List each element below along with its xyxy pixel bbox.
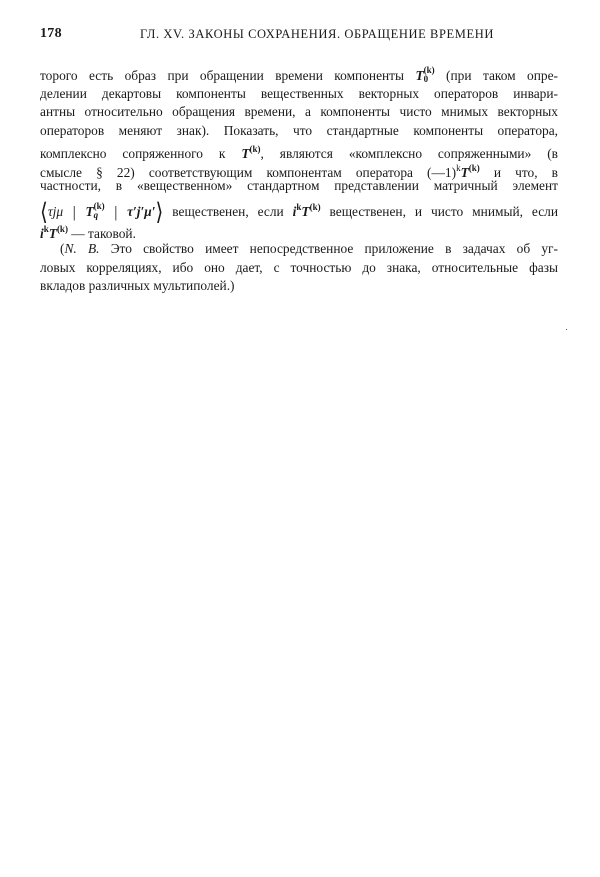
math-superscript: (k) xyxy=(423,65,435,75)
math-operator xyxy=(292,201,321,219)
math-indices xyxy=(94,202,105,220)
text-fragment: (при таком опре- xyxy=(434,68,559,83)
math-symbol: T xyxy=(301,203,310,219)
math-symbol: T xyxy=(85,203,94,219)
math-superscript: (k) xyxy=(309,201,321,212)
vertical-bar: | xyxy=(63,203,86,221)
text-line xyxy=(40,220,558,239)
text-line xyxy=(40,240,558,259)
text-line: частности, в «вещественном» стандартном представлении матричный элемент xyxy=(40,178,558,193)
text-fragment: и что, в xyxy=(479,164,558,180)
text-fragment: торого есть образ при обращении времени компоненты xyxy=(40,68,416,83)
text-fragment: смысле § 22) соответствующим компонентам оператора (—1) xyxy=(40,164,457,180)
text-fragment: Это свойство имеет непосредственное приложение в задачах об уг- xyxy=(99,241,558,256)
math-operator xyxy=(40,223,68,241)
body-text xyxy=(40,66,558,296)
math-superscript: k xyxy=(456,162,461,173)
text-line: вкладов различных мультиполей.) xyxy=(40,278,235,293)
running-head: ГЛ. XV. ЗАКОНЫ СОХРАНЕНИЯ. ОБРАЩЕНИЕ ВРЕМЕНИ xyxy=(140,27,494,41)
math-subscript: q xyxy=(93,209,99,220)
text-fragment: , являются «комплексно сопряженными» (в xyxy=(260,146,558,161)
math-superscript: (k) xyxy=(249,144,261,154)
math-operator xyxy=(85,200,105,220)
math-symbol: T xyxy=(460,164,469,180)
text-line-matrix-element xyxy=(40,196,558,226)
math-symbol: i xyxy=(292,203,297,219)
math-superscript: (k) xyxy=(93,200,105,211)
text-line: антны относительно обращения времени, а компоненты чисто мнимых векторных xyxy=(40,104,558,119)
nota-bene: N. B. xyxy=(64,241,100,256)
math-bra: τjμ xyxy=(47,203,64,219)
text-line xyxy=(40,159,558,178)
text-line: делении декартовы компоненты вещественных векторных операторов инвари- xyxy=(40,85,558,101)
scan-speck xyxy=(566,329,567,330)
vertical-bar: | xyxy=(104,203,128,221)
math-symbol: T xyxy=(241,146,250,161)
math-superscript: (k) xyxy=(56,223,68,234)
math-symbol: T xyxy=(415,68,424,83)
text-line: ловых корреляциях, ибо оно дает, с точностью до знака, относительные фазы xyxy=(40,259,558,275)
text-fragment: вещественен, если xyxy=(163,203,293,219)
math-superscript: k xyxy=(296,201,302,212)
page-header xyxy=(40,26,560,46)
math-symbol: i xyxy=(40,225,44,241)
text-line xyxy=(40,66,558,85)
text-line xyxy=(40,140,558,159)
text-fragment: вещественен, и чисто мнимый, если xyxy=(320,203,558,219)
math-operator xyxy=(415,65,435,84)
text-fragment: ( xyxy=(60,241,65,256)
math-superscript: (k) xyxy=(468,162,480,173)
text-fragment: комплексно сопряженного к xyxy=(40,146,242,161)
left-angle-bracket: ⟨ xyxy=(40,199,48,226)
math-symbol: T xyxy=(48,225,57,241)
text-fragment: — таковой. xyxy=(67,225,136,241)
math-subscript: 0 xyxy=(423,74,429,84)
right-angle-bracket: ⟩ xyxy=(155,199,164,226)
math-superscript: k xyxy=(43,223,49,234)
math-ket: τ′j′μ′ xyxy=(127,203,156,219)
page-number: 178 xyxy=(40,26,62,41)
math-indices xyxy=(424,66,435,84)
text-line: операторов меняют знак). Показать, что стандартные компоненты оператора, xyxy=(40,122,558,138)
